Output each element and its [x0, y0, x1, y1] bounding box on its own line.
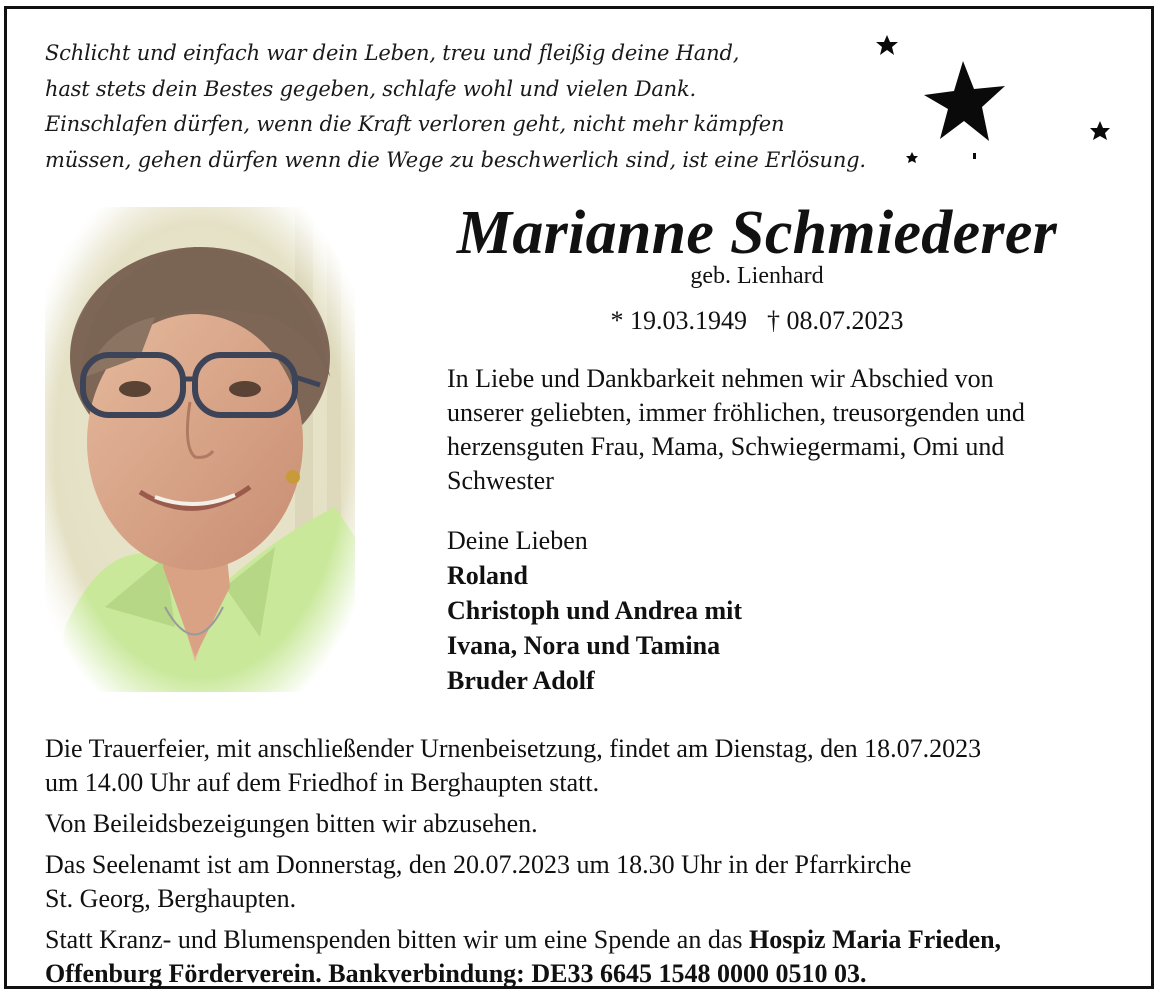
portrait-photo: [45, 207, 355, 692]
poem-line: hast stets dein Bestes gegeben, schlafe wohl und vielen Dank.: [45, 76, 697, 101]
donation-notice: [45, 923, 1145, 957]
donation-bank-line: Offenburg Förderverein. Bankverbindung: DE33 6645 1548 0000 0510 03.: [45, 959, 867, 988]
mass-line: Das Seelenamt ist am Donnerstag, den 20.07.2023 um 18.30 Uhr in der Pfarrkirche: [45, 850, 912, 879]
poem-line: Einschlafen dürfen, wenn die Kraft verloren geht, nicht mehr kämpfen: [45, 112, 785, 136]
life-dates: [447, 305, 1067, 337]
family-intro: Deine Lieben: [447, 526, 588, 555]
star-icon: [1090, 121, 1110, 140]
donation-intro: Statt Kranz- und Blumenspenden bitten wir um eine Spende an das: [45, 925, 750, 954]
birth-date: * 19.03.1949: [610, 306, 747, 335]
star-speck-icon: [973, 153, 976, 159]
family-member: Christoph und Andrea mit: [447, 596, 742, 625]
family-member: Roland: [447, 561, 528, 590]
poem-line: müssen, gehen dürfen wenn die Wege zu beschwerlich sind, ist eine Erlösung.: [45, 147, 866, 172]
deceased-name: Marianne Schmiederer: [456, 199, 1058, 267]
ceremony-line: Die Trauerfeier, mit anschließender Urnenbeisetzung, findet am Dienstag, den 18.07.2023: [45, 734, 982, 763]
family-member: Ivana, Nora und Tamina: [447, 631, 721, 660]
poem-line: Schlicht und einfach war dein Leben, treu und fleißig deine Hand,: [45, 41, 740, 65]
poem: [45, 36, 866, 178]
family-list: [447, 523, 742, 698]
farewell-line: herzensguten Frau, Mama, Schwiegermami, Omi und: [447, 432, 1005, 461]
star-icon: [924, 61, 1005, 141]
family-member: Bruder Adolf: [447, 666, 595, 695]
condolence-line: Von Beileidsbezeigungen bitten wir abzusehen.: [45, 809, 538, 838]
farewell-line: In Liebe und Dankbarkeit nehmen wir Abschied von: [447, 364, 994, 393]
farewell-line: Schwester: [447, 466, 554, 495]
farewell-text: [447, 362, 1127, 498]
death-date: † 08.07.2023: [767, 306, 904, 335]
notices: [45, 725, 1145, 991]
mass-line: St. Georg, Berghaupten.: [45, 884, 297, 913]
maiden-name: geb. Lienhard: [690, 263, 824, 289]
star-icon: [876, 35, 898, 55]
star-icon: [906, 152, 918, 163]
donation-organization: Hospiz Maria Frieden,: [749, 925, 1002, 954]
farewell-line: unserer geliebten, immer fröhlichen, treusorgenden und: [447, 398, 1025, 427]
ceremony-line: um 14.00 Uhr auf dem Friedhof in Berghaupten statt.: [45, 768, 600, 797]
stars-decoration: [867, 29, 1127, 169]
obituary-frame: [4, 6, 1154, 989]
